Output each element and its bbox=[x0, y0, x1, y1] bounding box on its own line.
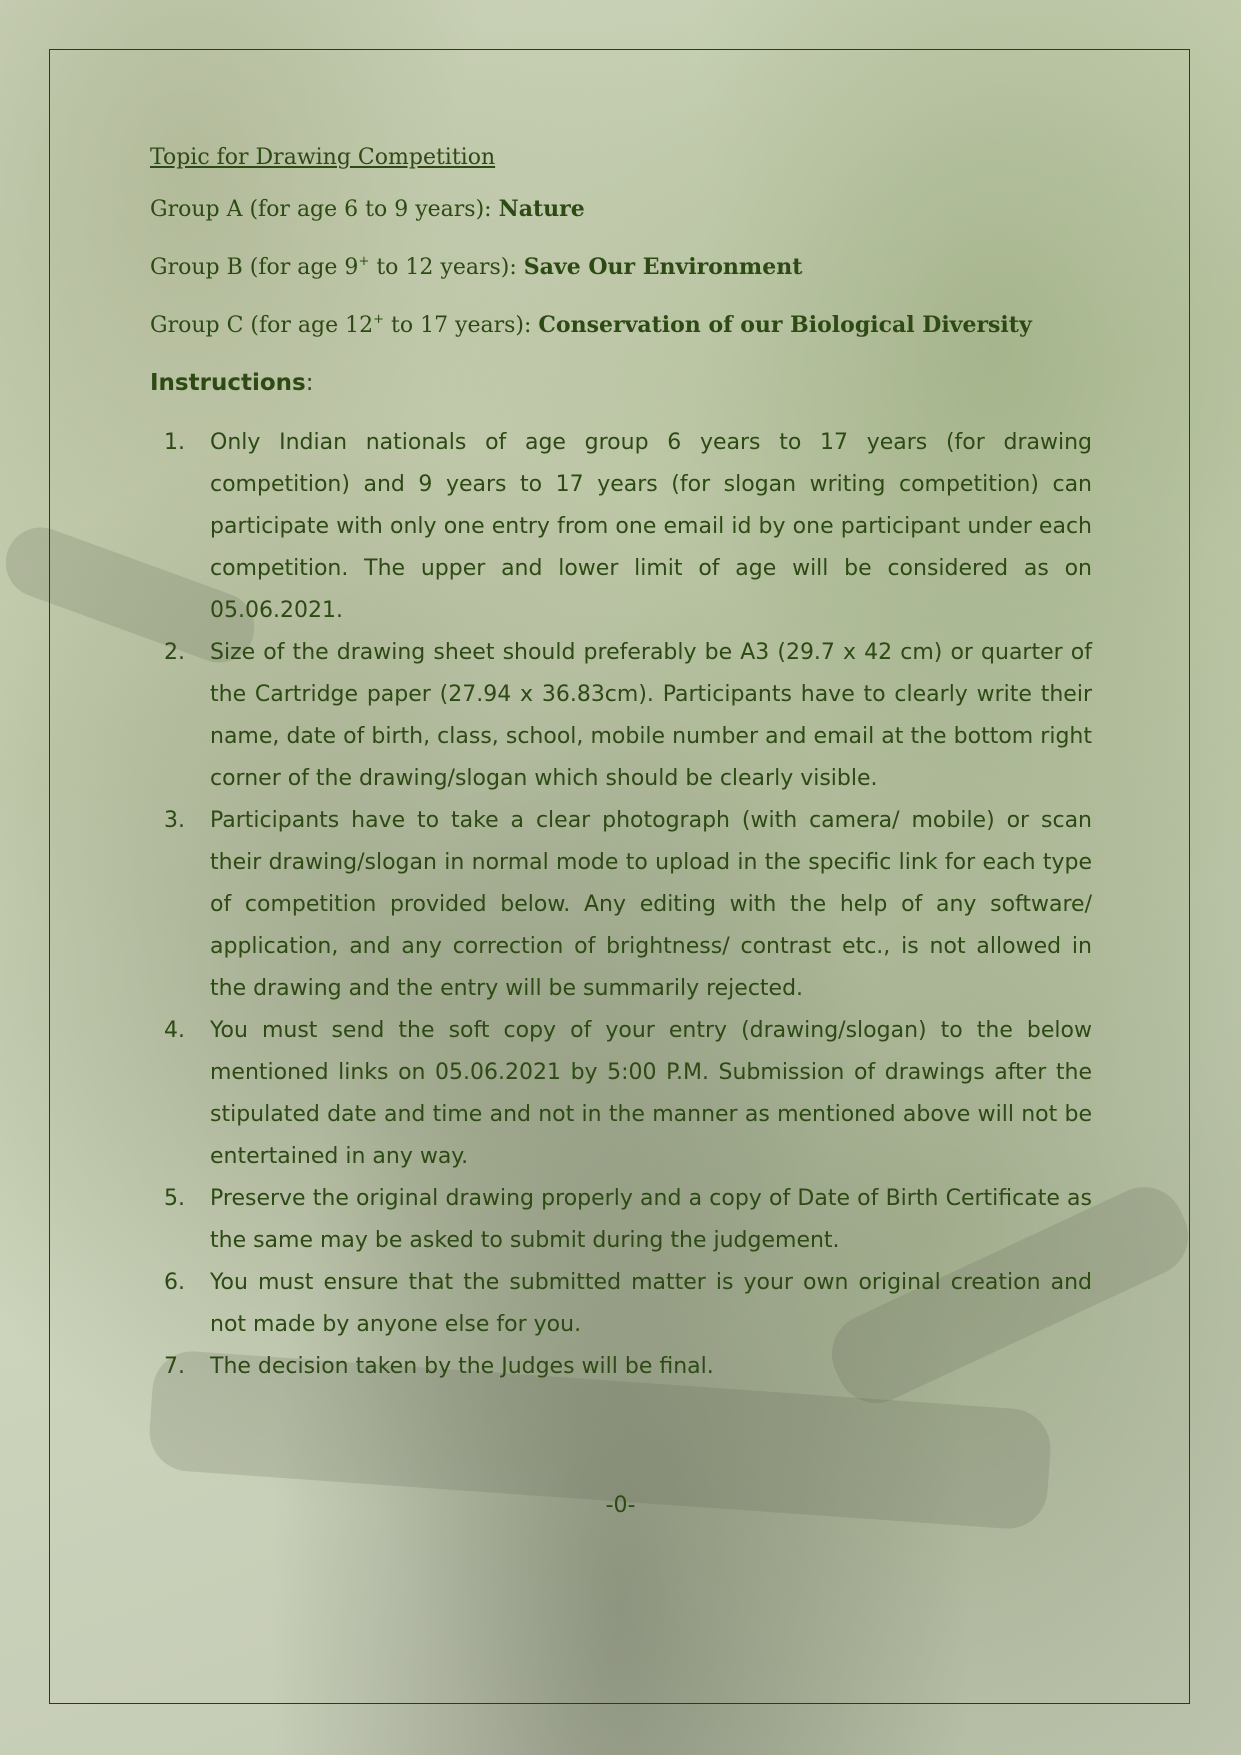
instruction-number: 3. bbox=[164, 808, 185, 833]
instruction-item bbox=[150, 800, 1092, 1010]
instruction-number: 6. bbox=[164, 1270, 185, 1295]
page-footer-marker: -0- bbox=[605, 1493, 636, 1518]
instruction-text: Size of the drawing sheet should preferably be A3 (29.7 x 42 cm) or quarter of the Cartridge paper (27.94 x 36.83cm). Participants have to clearly write their name, date of birth, class, school, mobile number and email at the bottom right corner of the drawing/slogan which should be clearly visible. bbox=[210, 640, 1092, 791]
topic-heading: Topic for Drawing Competition bbox=[150, 145, 496, 170]
instruction-text: The decision taken by the Judges will be final. bbox=[210, 1354, 714, 1379]
instruction-text: Only Indian nationals of age group 6 years to 17 years (for drawing competition) and 9 years to 17 years (for slogan writing competition) can participate with only one entry from one email id by one participant under each competition. The upper and lower limit of age will be considered as on 05.06.2021. bbox=[210, 430, 1092, 623]
group-b-line bbox=[150, 254, 1092, 281]
group-c-label-end: to 17 years): bbox=[384, 313, 539, 338]
instructions-list bbox=[150, 422, 1092, 1388]
instruction-number: 2. bbox=[164, 640, 185, 665]
group-b-plus-sup: + bbox=[358, 254, 370, 269]
instruction-number: 4. bbox=[164, 1018, 185, 1043]
instruction-number: 7. bbox=[164, 1354, 185, 1379]
group-b-label-end: to 12 years): bbox=[369, 255, 524, 280]
group-b-label: Group B (for age 9 bbox=[150, 255, 359, 280]
instruction-number: 5. bbox=[164, 1186, 185, 1211]
instruction-text: You must send the soft copy of your entry (drawing/slogan) to the below mentioned links on 05.06.2021 by 5:00 P.M. Submission of drawings after the stipulated date and time and not in the manner as mentioned above will not be entertained in any way. bbox=[210, 1018, 1092, 1169]
instructions-heading-text: Instructions bbox=[150, 370, 306, 396]
group-a-topic: Nature bbox=[498, 196, 585, 222]
instruction-item bbox=[150, 1010, 1092, 1178]
instruction-item bbox=[150, 1262, 1092, 1346]
document-content bbox=[150, 145, 1092, 1388]
instruction-item bbox=[150, 632, 1092, 800]
instruction-item bbox=[150, 1346, 1092, 1388]
instructions-heading-colon: : bbox=[305, 370, 314, 396]
instruction-text: Preserve the original drawing properly and a copy of Date of Birth Certificate as the same may be asked to submit during the judgement. bbox=[210, 1186, 1092, 1253]
instruction-item bbox=[150, 1178, 1092, 1262]
instructions-heading bbox=[150, 370, 1092, 396]
instruction-text: You must ensure that the submitted matter is your own original creation and not made by anyone else for you. bbox=[210, 1270, 1092, 1337]
group-b-topic: Save Our Environment bbox=[523, 254, 803, 280]
instruction-text: Participants have to take a clear photograph (with camera/ mobile) or scan their drawing/slogan in normal mode to upload in the specific link for each type of competition provided below. Any editing with the help of any software/ application, and any correction of brightness/ contrast etc., is not allowed in the drawing and the entry will be summarily rejected. bbox=[210, 808, 1092, 1001]
group-a-label: Group A (for age 6 to 9 years): bbox=[150, 197, 499, 222]
instruction-item bbox=[150, 422, 1092, 632]
group-a-line bbox=[150, 196, 1092, 223]
group-c-topic: Conservation of our Biological Diversity bbox=[538, 312, 1032, 338]
group-c-label: Group C (for age 12 bbox=[150, 313, 374, 338]
instruction-number: 1. bbox=[164, 430, 185, 455]
group-c-plus-sup: + bbox=[373, 312, 384, 327]
group-c-line bbox=[150, 312, 1092, 339]
